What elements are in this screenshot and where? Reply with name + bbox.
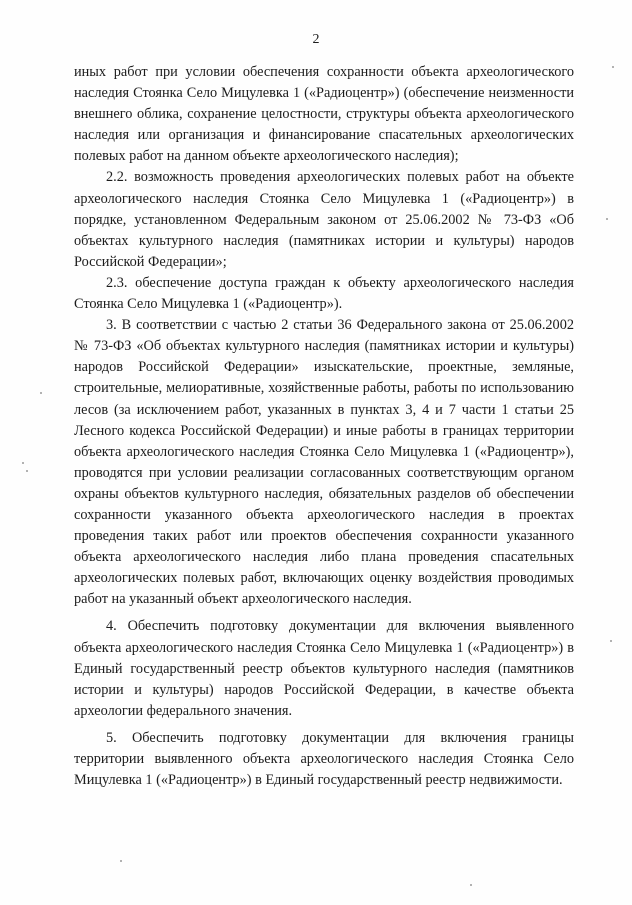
scan-speck <box>120 860 122 862</box>
scan-speck <box>22 462 24 464</box>
scan-speck <box>612 66 614 68</box>
document-body <box>74 62 574 791</box>
paragraph-continuation: иных работ при условии обеспечения сохранности объекта археологического наследия Стоянка Село Мицулевка 1 («Радиоцентр») (обеспечение неизменности внешнего облика, сохранение целостности, структуры объекта археологического наследия или организация и финансирование спасательных археологических полевых работ на данном объекте археологического наследия); <box>74 64 574 165</box>
scan-speck <box>26 470 28 472</box>
scan-speck <box>606 218 608 220</box>
scan-speck <box>610 640 612 642</box>
page-number: 2 <box>312 32 320 47</box>
paragraph-3: 3. В соответствии с частью 2 статьи 36 Федерального закона от 25.06.2002 № 73-ФЗ «Об объектах культурного наследия (памятниках истории и культуры) народов Российской Федерации» изыскательские, проектные, земляные, строительные, мелиоративные, хозяйственные работы, работы по использованию лесов (за исключением работ, указанных в пунктах 3, 4 и 7 части 1 статьи 25 Лесного кодекса Российской Федерации) и иные работы в границах территории объекта археологического наследия Стоянка Село Мицулевка 1 («Радиоцентр»), проводятся при условии реализации согласованных соответствующим органом охраны объектов культурного наследия, обязательных разделов об обеспечении сохранности указанного объекта археологического наследия в проектах проведения таких работ или проектов обеспечения сохранности указанного объекта археологического наследия либо плана проведения спасательных археологических полевых работ, включающих оценку воздействия проводимых работ на указанный объект археологического наследия. <box>74 317 574 608</box>
paragraph-2-2: 2.2. возможность проведения археологических полевых работ на объекте археологического наследия Стоянка Село Мицулевка 1 («Радиоцентр») в порядке, установленном Федеральным законом от 25.06.2002 № 73-ФЗ «Об объектах культурного наследия (памятниках истории и культуры) народов Российской Федерации»; <box>74 169 574 270</box>
paragraph-5: 5. Обеспечить подготовку документации для включения границы территории выявленного объекта археологического наследия Стоянка Село Мицулевка 1 («Радиоцентр») в Единый государственный реестр недвижимости. <box>74 729 574 789</box>
scan-speck <box>40 392 42 394</box>
paragraph-2-3: 2.3. обеспечение доступа граждан к объекту археологического наследия Стоянка Село Мицулевка 1 («Радиоцентр»). <box>74 274 574 313</box>
scan-speck <box>470 884 472 886</box>
paragraph-4: 4. Обеспечить подготовку документации для включения выявленного объекта археологического наследия Стоянка Село Мицулевка 1 («Радиоцентр») в Единый государственный реестр объектов культурного наследия (памятников истории и культуры) народов Российской Федерации, в качестве объекта археологии федерального значения. <box>74 618 574 719</box>
